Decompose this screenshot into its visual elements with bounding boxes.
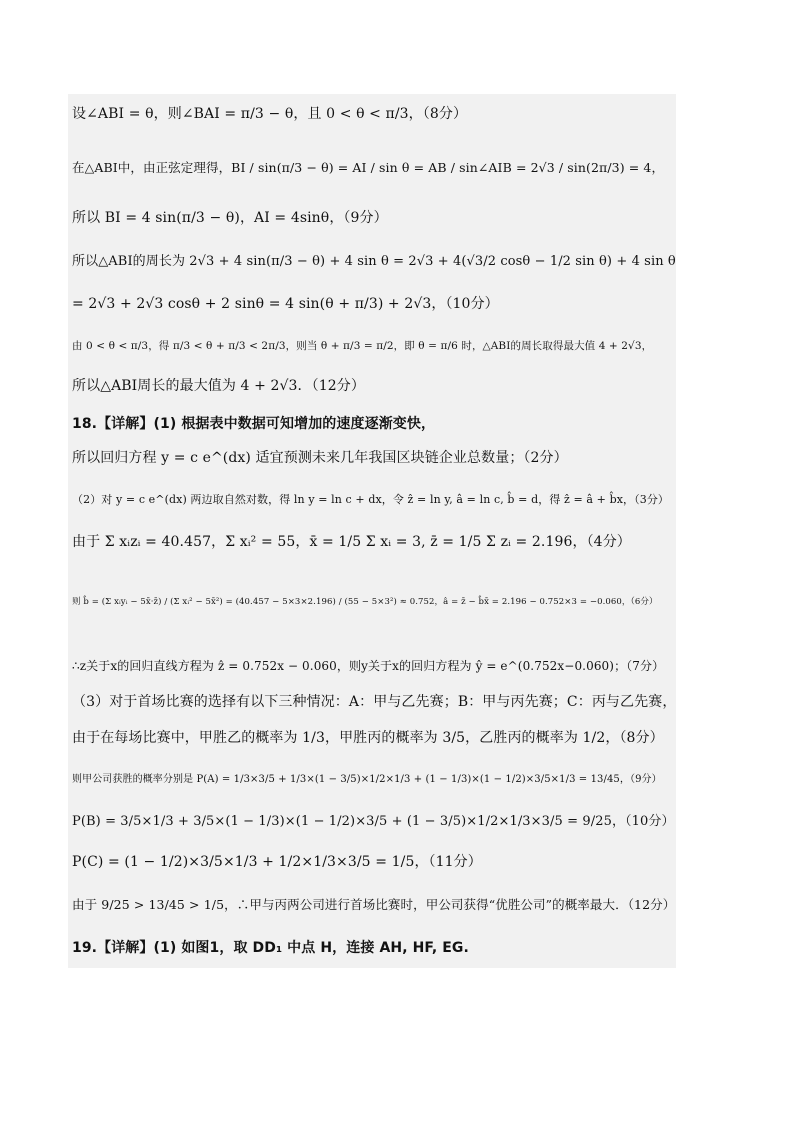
line-15 xyxy=(72,728,674,748)
line-17 xyxy=(72,812,674,832)
line-12 xyxy=(72,592,674,612)
line-text: 则甲公司获胜的概率分别是 P(A) = 1/3×3/5 + 1/3×(1 − 3/5)×1/2×1/3 + (1 − 1/3)×(1 − 1/2)×3/5×1/3 = 13/45，（9分） xyxy=(72,774,662,785)
line-text: 所以△ABI的周长为 2√3 + 4 sin(π/3 − θ) + 4 sin θ = 2√3 + 4(√3/2 cosθ − 1/2 sin θ) + 4 sin θ xyxy=(72,254,676,269)
line-19 xyxy=(72,895,674,915)
line-10 xyxy=(72,490,674,510)
line-text: 所以△ABI周长的最大值为 4 + 2√3．（12分） xyxy=(72,378,365,394)
line-3 xyxy=(72,208,674,228)
line-7 xyxy=(72,376,674,396)
line-text: 由于 Σ xᵢzᵢ = 40.457，Σ xᵢ² = 55，x̄ = 1/5 Σ xᵢ = 3, z̄ = 1/5 Σ zᵢ = 2.196，（4分） xyxy=(72,534,631,550)
line-text: = 2√3 + 2√3 cosθ + 2 sinθ = 4 sin(θ + π/3) + 2√3，（10分） xyxy=(72,296,499,312)
line-8 xyxy=(72,414,674,434)
line-text: 由于 9/25 > 13/45 > 1/5，∴甲与丙两公司进行首场比赛时，甲公司获得“优胜公司”的概率最大．（12分） xyxy=(72,897,676,912)
line-2 xyxy=(72,158,674,178)
line-text: 18.【详解】(1) 根据表中数据可知增加的速度逐渐变快， xyxy=(72,416,436,432)
line-text: 所以 BI = 4 sin(π/3 − θ)，AI = 4sinθ，（9分） xyxy=(72,210,388,226)
line-text: 设∠ABI = θ，则∠BAI = π/3 − θ，且 0 < θ < π/3，（8分） xyxy=(72,106,468,122)
line-text: 所以回归方程 y = c e^(dx) 适宜预测未来几年我国区块链企业总数量；（2分） xyxy=(72,450,568,466)
line-5 xyxy=(72,294,674,314)
line-text: P(B) = 3/5×1/3 + 3/5×(1 − 1/3)×(1 − 1/2)×3/5 + (1 − 3/5)×1/2×1/3×3/5 = 9/25，（10分） xyxy=(72,814,675,829)
line-14 xyxy=(72,692,677,712)
line-text: （3）对于首场比赛的选择有以下三种情况：A：甲与乙先赛；B：甲与丙先赛；C：丙与乙先赛， xyxy=(72,694,677,710)
line-text: P(C) = (1 − 1/2)×3/5×1/3 + 1/2×1/3×3/5 = 1/5，（11分） xyxy=(72,854,482,870)
line-text: 19.【详解】(1) 如图1，取 DD₁ 中点 H，连接 AH, HF, EG. xyxy=(72,940,469,956)
line-text: （2）对 y = c e^(dx) 两边取自然对数，得 ln y = ln c + dx，令 ẑ = ln y, â = ln c, b̂ = d，得 ẑ = â + b̂x，（3分） xyxy=(72,493,670,506)
line-11 xyxy=(72,532,674,552)
line-1 xyxy=(72,104,674,124)
line-16 xyxy=(72,770,674,790)
line-9 xyxy=(72,448,674,468)
line-4 xyxy=(72,252,674,272)
line-18 xyxy=(72,852,674,872)
line-text: 由于在每场比赛中，甲胜乙的概率为 1/3，甲胜丙的概率为 3/5，乙胜丙的概率为 1/2，（8分） xyxy=(72,730,664,746)
line-text: 则 b̂ = (Σ xᵢyᵢ − 5x̄·z̄) / (Σ xᵢ² − 5x̄²) = (40.457 − 5×3×2.196) / (55 − 5×3²) ≈ 0.752，â = z̄ − b̂x̄ = 2.196 − 0.752×3 = −0.060，（6分） xyxy=(72,597,658,607)
line-text: 在△ABI中，由正弦定理得，BI / sin(π/3 − θ) = AI / sin θ = AB / sin∠AIB = 2√3 / sin(2π/3) = 4， xyxy=(72,160,665,175)
line-text: 由 0 < θ < π/3，得 π/3 < θ + π/3 < 2π/3，则当 θ + π/3 = π/2，即 θ = π/6 时，△ABI的周长取得最大值 4 + 2√3， xyxy=(72,340,653,352)
line-text: ∴z关于x的回归直线方程为 ẑ = 0.752x − 0.060，则y关于x的回归方程为 ŷ = e^(0.752x−0.060)；（7分） xyxy=(72,659,665,673)
line-20 xyxy=(72,938,674,958)
line-6 xyxy=(72,336,674,356)
line-13 xyxy=(72,656,674,676)
